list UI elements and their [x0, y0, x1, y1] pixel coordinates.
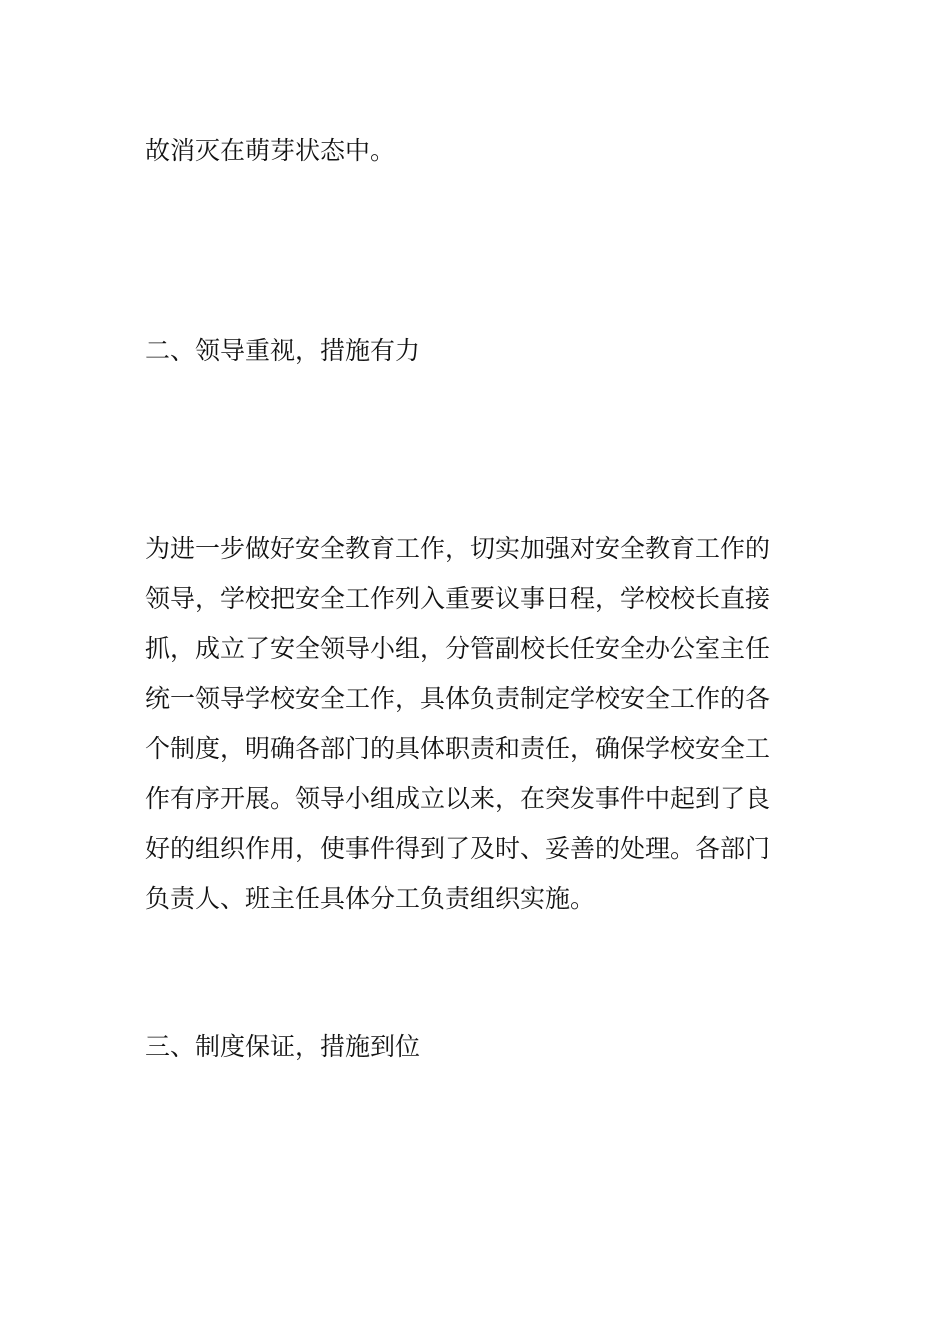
paragraph-line: 作有序开展。领导小组成立以来，在突发事件中起到了良: [145, 784, 771, 813]
continuation-text: 故消灭在萌芽状态中。: [145, 136, 396, 165]
paragraph-line: 负责人、班主任具体分工负责组织实施。: [145, 884, 596, 913]
paragraph-line: 好的组织作用，使事件得到了及时、妥善的处理。各部门: [145, 834, 771, 863]
paragraph-line: 领导，学校把安全工作列入重要议事日程，学校校长直接: [145, 584, 771, 613]
paragraph-line: 个制度，明确各部门的具体职责和责任，确保学校安全工: [145, 734, 771, 763]
section-heading-3: 三、制度保证，措施到位: [145, 1032, 421, 1061]
paragraph-line: 为进一步做好安全教育工作，切实加强对安全教育工作的: [145, 534, 771, 563]
paragraph-line: 抓，成立了安全领导小组，分管副校长任安全办公室主任: [145, 634, 771, 663]
section-heading-2: 二、领导重视，措施有力: [145, 336, 421, 365]
paragraph-line: 统一领导学校安全工作，具体负责制定学校安全工作的各: [145, 684, 771, 713]
